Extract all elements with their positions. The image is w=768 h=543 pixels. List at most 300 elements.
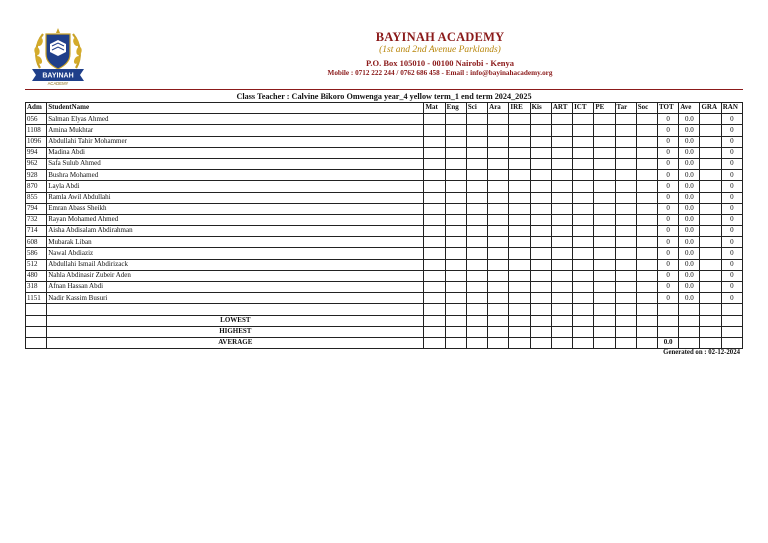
grade-cell [700, 125, 721, 136]
subject-score-cell [466, 158, 487, 169]
total-cell: 0 [658, 147, 679, 158]
column-header-kis: Kis [530, 103, 551, 114]
student-name-cell: Safa Sulub Ahmed [47, 158, 424, 169]
report-title: Class Teacher : Calvine Bikoro Omwenga year_4 yellow term_1 end term 2024_2025 [236, 92, 532, 101]
subject-score-cell [573, 270, 594, 281]
total-cell: 0 [658, 259, 679, 270]
summary-subject-cell [573, 337, 594, 348]
subject-score-cell [551, 259, 572, 270]
subject-score-cell [551, 248, 572, 259]
summary-subject-cell [530, 315, 551, 326]
subject-score-cell [488, 158, 509, 169]
subject-score-cell [509, 125, 530, 136]
summary-label: HIGHEST [47, 326, 424, 337]
subject-score-cell [573, 170, 594, 181]
summary-subject-cell [445, 304, 466, 315]
adm-cell: 318 [26, 282, 47, 293]
subject-score-cell [573, 248, 594, 259]
adm-cell: 1108 [26, 125, 47, 136]
summary-subject-cell [615, 337, 636, 348]
subject-score-cell [509, 136, 530, 147]
summary-subject-cell [594, 326, 615, 337]
summary-subject-cell [488, 326, 509, 337]
subject-score-cell [488, 259, 509, 270]
summary-subject-cell [636, 326, 657, 337]
subject-score-cell [594, 170, 615, 181]
grade-cell [700, 270, 721, 281]
summary-subject-cell [445, 326, 466, 337]
student-name-cell: Bushra Mohamed [47, 170, 424, 181]
subject-score-cell [488, 136, 509, 147]
subject-score-cell [615, 192, 636, 203]
summary-subject-cell [509, 304, 530, 315]
subject-score-cell [509, 270, 530, 281]
subject-score-cell [466, 192, 487, 203]
subject-score-cell [551, 203, 572, 214]
student-name-cell: Emran Abass Sheikh [47, 203, 424, 214]
subject-score-cell [488, 203, 509, 214]
average-cell: 0.0 [679, 170, 700, 181]
subject-score-cell [466, 293, 487, 304]
student-name-cell: Aisha Abdisalam Abdirahman [47, 226, 424, 237]
summary-subject-cell [551, 326, 572, 337]
subject-score-cell [466, 170, 487, 181]
column-header-mat: Mat [424, 103, 445, 114]
student-name-cell: Rayan Mohamed Ahmed [47, 214, 424, 225]
subject-score-cell [445, 181, 466, 192]
adm-cell: 732 [26, 214, 47, 225]
subject-score-cell [573, 237, 594, 248]
grade-cell [700, 259, 721, 270]
subject-score-cell [488, 125, 509, 136]
adm-cell: 928 [26, 170, 47, 181]
summary-blank-cell [26, 326, 47, 337]
subject-score-cell [445, 125, 466, 136]
shield-icon [46, 28, 70, 69]
adm-cell: 870 [26, 181, 47, 192]
average-cell: 0.0 [679, 136, 700, 147]
subject-score-cell [530, 259, 551, 270]
subject-score-cell [424, 114, 445, 125]
subject-score-cell [594, 147, 615, 158]
adm-cell: 056 [26, 114, 47, 125]
total-cell: 0 [658, 158, 679, 169]
subject-score-cell [530, 203, 551, 214]
subject-score-cell [424, 226, 445, 237]
subject-score-cell [445, 259, 466, 270]
total-cell: 0 [658, 237, 679, 248]
subject-score-cell [594, 158, 615, 169]
subject-score-cell [488, 293, 509, 304]
subject-score-cell [615, 158, 636, 169]
student-name-cell: Nadir Kassim Busuri [47, 293, 424, 304]
subject-score-cell [594, 226, 615, 237]
adm-cell: 512 [26, 259, 47, 270]
subject-score-cell [509, 259, 530, 270]
subject-score-cell [424, 136, 445, 147]
subject-score-cell [509, 282, 530, 293]
summary-subject-cell [573, 304, 594, 315]
subject-score-cell [530, 147, 551, 158]
student-name-cell: Salman Elyas Ahmed [47, 114, 424, 125]
subject-score-cell [509, 248, 530, 259]
total-cell: 0 [658, 248, 679, 259]
subject-score-cell [530, 293, 551, 304]
subject-score-cell [488, 192, 509, 203]
average-cell: 0.0 [679, 248, 700, 259]
grade-cell [700, 237, 721, 248]
summary-subject-cell [424, 304, 445, 315]
summary-rank-cell [721, 315, 742, 326]
subject-score-cell [636, 114, 657, 125]
subject-score-cell [445, 282, 466, 293]
subject-score-cell [615, 226, 636, 237]
subject-score-cell [551, 214, 572, 225]
subject-score-cell [466, 114, 487, 125]
rank-cell: 0 [721, 158, 742, 169]
subject-score-cell [445, 136, 466, 147]
school-address: P.O. Box 105010 - 00100 Nairobi - Kenya [365, 58, 515, 68]
subject-score-cell [615, 170, 636, 181]
subject-score-cell [530, 270, 551, 281]
subject-score-cell [636, 226, 657, 237]
subject-score-cell [509, 114, 530, 125]
subject-score-cell [424, 158, 445, 169]
summary-subject-cell [509, 337, 530, 348]
rank-cell: 0 [721, 270, 742, 281]
adm-cell: 608 [26, 237, 47, 248]
student-name-cell: Madina Abdi [47, 147, 424, 158]
subject-score-cell [466, 237, 487, 248]
column-header-gra: GRA [700, 103, 721, 114]
subject-score-cell [594, 203, 615, 214]
adm-cell: 714 [26, 226, 47, 237]
marks-table [25, 102, 743, 349]
student-name-cell: Layla Abdi [47, 181, 424, 192]
subject-score-cell [424, 147, 445, 158]
subject-score-cell [551, 114, 572, 125]
summary-grade-cell [700, 326, 721, 337]
summary-subject-cell [509, 315, 530, 326]
summary-subject-cell [551, 304, 572, 315]
header-divider [25, 89, 743, 90]
summary-blank-cell [26, 315, 47, 326]
school-logo [30, 24, 86, 86]
subject-score-cell [636, 170, 657, 181]
subject-score-cell [445, 203, 466, 214]
column-header-ict: ICT [573, 103, 594, 114]
subject-score-cell [424, 214, 445, 225]
subject-score-cell [636, 248, 657, 259]
subject-score-cell [466, 248, 487, 259]
subject-score-cell [466, 259, 487, 270]
subject-score-cell [551, 158, 572, 169]
summary-row [26, 315, 743, 326]
summary-average-cell [679, 337, 700, 348]
table-row [26, 192, 743, 203]
subject-score-cell [530, 158, 551, 169]
average-cell: 0.0 [679, 203, 700, 214]
subject-score-cell [445, 214, 466, 225]
subject-score-cell [445, 293, 466, 304]
subject-score-cell [530, 237, 551, 248]
subject-score-cell [551, 136, 572, 147]
summary-subject-cell [594, 304, 615, 315]
total-cell: 0 [658, 293, 679, 304]
subject-score-cell [509, 147, 530, 158]
grade-cell [700, 158, 721, 169]
subject-score-cell [424, 237, 445, 248]
total-cell: 0 [658, 203, 679, 214]
subject-score-cell [615, 214, 636, 225]
student-name-cell: Afnan Hassan Abdi [47, 282, 424, 293]
subject-score-cell [636, 293, 657, 304]
table-row [26, 226, 743, 237]
grade-cell [700, 248, 721, 259]
summary-rank-cell [721, 337, 742, 348]
school-subtitle: (1st and 2nd Avenue Parklands) [379, 45, 501, 55]
subject-score-cell [445, 226, 466, 237]
column-header-art: ART [551, 103, 572, 114]
summary-subject-cell [636, 337, 657, 348]
subject-score-cell [636, 270, 657, 281]
subject-score-cell [551, 181, 572, 192]
summary-subject-cell [509, 326, 530, 337]
subject-score-cell [466, 270, 487, 281]
rank-cell: 0 [721, 170, 742, 181]
subject-score-cell [466, 226, 487, 237]
average-cell: 0.0 [679, 114, 700, 125]
subject-score-cell [466, 125, 487, 136]
student-name-cell: Abdullahi Tahir Mohammer [47, 136, 424, 147]
summary-total-cell: 0.0 [658, 337, 679, 348]
summary-row [26, 304, 743, 315]
rank-cell: 0 [721, 259, 742, 270]
school-contact: Mobile : 0712 222 244 / 0762 686 458 - Email : info@bayinahacademy.org [327, 69, 553, 77]
adm-cell: 994 [26, 147, 47, 158]
subject-score-cell [466, 147, 487, 158]
subject-score-cell [594, 293, 615, 304]
subject-score-cell [615, 282, 636, 293]
adm-cell: 1151 [26, 293, 47, 304]
subject-score-cell [424, 181, 445, 192]
column-header-studentname: StudentName [47, 103, 424, 114]
subject-score-cell [551, 192, 572, 203]
table-row [26, 293, 743, 304]
subject-score-cell [424, 192, 445, 203]
subject-score-cell [636, 136, 657, 147]
summary-subject-cell [466, 337, 487, 348]
subject-score-cell [573, 125, 594, 136]
subject-score-cell [636, 282, 657, 293]
table-row [26, 158, 743, 169]
grade-cell [700, 170, 721, 181]
summary-grade-cell [700, 304, 721, 315]
summary-subject-cell [530, 326, 551, 337]
summary-total-cell [658, 315, 679, 326]
summary-label [47, 304, 424, 315]
average-cell: 0.0 [679, 158, 700, 169]
subject-score-cell [466, 203, 487, 214]
subject-score-cell [530, 114, 551, 125]
total-cell: 0 [658, 181, 679, 192]
adm-cell: 855 [26, 192, 47, 203]
summary-subject-cell [594, 315, 615, 326]
total-cell: 0 [658, 136, 679, 147]
subject-score-cell [551, 270, 572, 281]
total-cell: 0 [658, 192, 679, 203]
subject-score-cell [509, 237, 530, 248]
subject-score-cell [488, 270, 509, 281]
adm-cell: 1096 [26, 136, 47, 147]
subject-score-cell [530, 214, 551, 225]
subject-score-cell [573, 226, 594, 237]
subject-score-cell [466, 214, 487, 225]
subject-score-cell [636, 158, 657, 169]
summary-subject-cell [636, 304, 657, 315]
subject-score-cell [573, 203, 594, 214]
rank-cell: 0 [721, 248, 742, 259]
summary-rank-cell [721, 304, 742, 315]
subject-score-cell [594, 136, 615, 147]
subject-score-cell [509, 203, 530, 214]
subject-score-cell [594, 192, 615, 203]
summary-label: LOWEST [47, 315, 424, 326]
summary-subject-cell [530, 337, 551, 348]
student-name-cell: Abdullahi Ismail Abdirizack [47, 259, 424, 270]
subject-score-cell [615, 147, 636, 158]
subject-score-cell [594, 270, 615, 281]
subject-score-cell [445, 192, 466, 203]
subject-score-cell [573, 192, 594, 203]
subject-score-cell [466, 282, 487, 293]
total-cell: 0 [658, 114, 679, 125]
summary-subject-cell [445, 315, 466, 326]
subject-score-cell [615, 114, 636, 125]
summary-subject-cell [488, 304, 509, 315]
column-header-sci: Sci [466, 103, 487, 114]
subject-score-cell [488, 282, 509, 293]
subject-score-cell [594, 181, 615, 192]
subject-score-cell [509, 293, 530, 304]
subject-score-cell [573, 259, 594, 270]
subject-score-cell [488, 237, 509, 248]
column-header-pe: PE [594, 103, 615, 114]
subject-score-cell [466, 136, 487, 147]
rank-cell: 0 [721, 181, 742, 192]
subject-score-cell [424, 170, 445, 181]
subject-score-cell [615, 293, 636, 304]
grade-cell [700, 226, 721, 237]
subject-score-cell [551, 226, 572, 237]
subject-score-cell [530, 181, 551, 192]
table-row [26, 147, 743, 158]
subject-score-cell [573, 147, 594, 158]
column-header-ave: Ave [679, 103, 700, 114]
subject-score-cell [551, 170, 572, 181]
subject-score-cell [594, 282, 615, 293]
subject-score-cell [509, 181, 530, 192]
column-header-adm: Adm [26, 103, 47, 114]
total-cell: 0 [658, 125, 679, 136]
total-cell: 0 [658, 170, 679, 181]
table-row [26, 136, 743, 147]
subject-score-cell [615, 125, 636, 136]
grade-cell [700, 114, 721, 125]
summary-total-cell [658, 326, 679, 337]
grade-cell [700, 181, 721, 192]
average-cell: 0.0 [679, 226, 700, 237]
summary-subject-cell [466, 315, 487, 326]
svg-text:ACADEMY: ACADEMY [47, 81, 69, 86]
subject-score-cell [488, 226, 509, 237]
rank-cell: 0 [721, 147, 742, 158]
average-cell: 0.0 [679, 293, 700, 304]
table-row [26, 125, 743, 136]
subject-score-cell [573, 214, 594, 225]
subject-score-cell [594, 114, 615, 125]
subject-score-cell [573, 293, 594, 304]
average-cell: 0.0 [679, 282, 700, 293]
subject-score-cell [551, 237, 572, 248]
column-header-tot: TOT [658, 103, 679, 114]
summary-subject-cell [466, 304, 487, 315]
summary-average-cell [679, 315, 700, 326]
summary-average-cell [679, 304, 700, 315]
summary-row [26, 326, 743, 337]
generated-date: Generated on : 02-12-2024 [663, 349, 740, 356]
subject-score-cell [594, 125, 615, 136]
table-row [26, 270, 743, 281]
summary-subject-cell [466, 326, 487, 337]
rank-cell: 0 [721, 125, 742, 136]
subject-score-cell [636, 237, 657, 248]
summary-subject-cell [594, 337, 615, 348]
subject-score-cell [530, 248, 551, 259]
subject-score-cell [615, 237, 636, 248]
table-row [26, 282, 743, 293]
table-row [26, 114, 743, 125]
subject-score-cell [488, 214, 509, 225]
subject-score-cell [509, 158, 530, 169]
subject-score-cell [488, 114, 509, 125]
subject-score-cell [636, 192, 657, 203]
column-header-ran: RAN [721, 103, 742, 114]
subject-score-cell [615, 248, 636, 259]
average-cell: 0.0 [679, 270, 700, 281]
student-name-cell: Nahla Abdinasir Zubeir Aden [47, 270, 424, 281]
average-cell: 0.0 [679, 259, 700, 270]
grade-cell [700, 136, 721, 147]
subject-score-cell [573, 136, 594, 147]
subject-score-cell [445, 248, 466, 259]
table-row [26, 237, 743, 248]
table-row [26, 203, 743, 214]
subject-score-cell [551, 293, 572, 304]
total-cell: 0 [658, 226, 679, 237]
table-row [26, 214, 743, 225]
rank-cell: 0 [721, 136, 742, 147]
summary-subject-cell [424, 337, 445, 348]
summary-total-cell [658, 304, 679, 315]
subject-score-cell [594, 248, 615, 259]
subject-score-cell [636, 181, 657, 192]
subject-score-cell [636, 214, 657, 225]
table-row [26, 181, 743, 192]
summary-subject-cell [573, 315, 594, 326]
subject-score-cell [488, 248, 509, 259]
school-name: BAYINAH ACADEMY [375, 30, 505, 44]
